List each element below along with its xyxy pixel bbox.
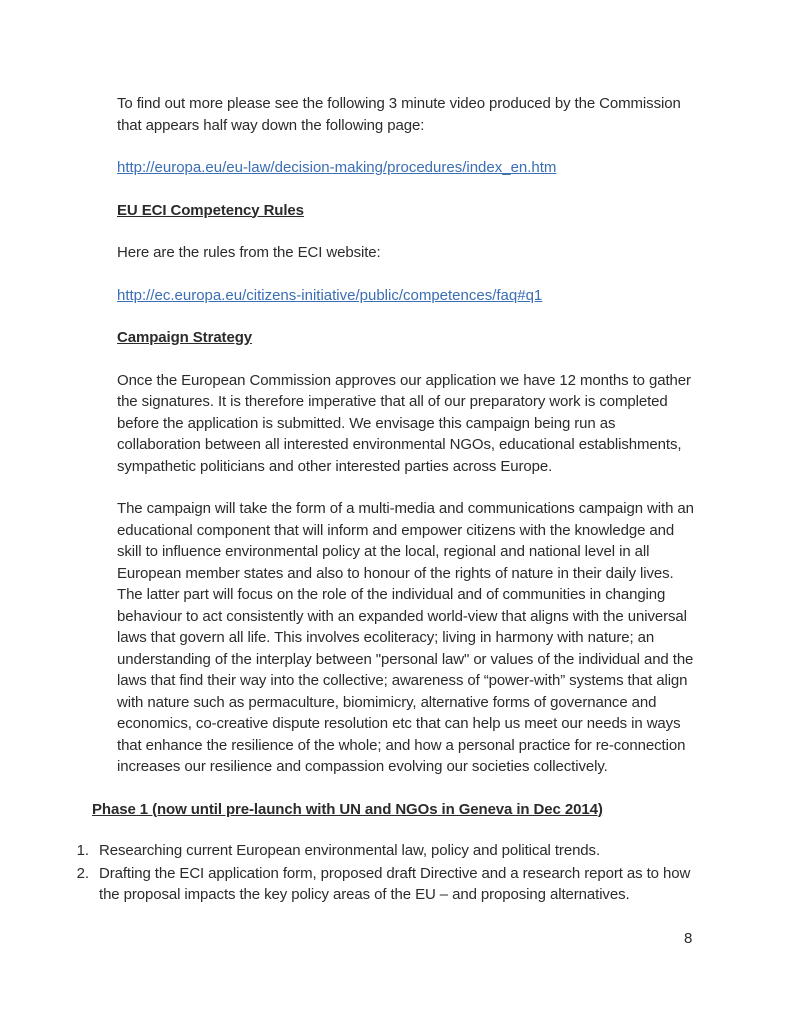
rules-intro-paragraph: Here are the rules from the ECI website: bbox=[117, 244, 381, 261]
phase1-task-list bbox=[70, 840, 702, 906]
campaign-paragraph-2: The campaign will take the form of a multi-media and communications campaign with an educational component that will inform and empower citizens with the knowledge and skill to influence environmental policy at the local, regional and national level in all European member states and also to honour of the rights of nature in their daily lives. The latter part will focus on the role of the individual and of communities in changing behaviour to act consistently with an expanded world-view that aligns with the universal laws that govern all life. This involves ecoliteracy; living in harmony with nature; an understanding of the interplay between "personal law" or values of the individual and the laws that find their way into the collective; awareness of “power-with” systems that align with nature such as permaculture, biomimicry, alternative forms of governance and economics, co-creative dispute resolution etc that can help us meet our needs in ways that enhance the resilience of the whole; and how a personal practice for re-connection increases our resilience and compassion evolving our societies collectively. bbox=[117, 500, 694, 775]
phase1-task-item: 1. Researching current European environmental law, policy and political trends. bbox=[93, 840, 702, 862]
heading-eu-eci-competency-rules: EU ECI Competency Rules bbox=[117, 201, 304, 219]
phase1-task-item: 2. Drafting the ECI application form, proposed draft Directive and a research report as to how the proposal impacts the key policy areas of the EU – and proposing alternatives. bbox=[93, 863, 702, 906]
document-body bbox=[92, 93, 702, 907]
intro-paragraph: To find out more please see the following 3 minute video produced by the Commission that appears half way down the following page: bbox=[117, 95, 681, 134]
heading-campaign-strategy: Campaign Strategy bbox=[117, 329, 252, 346]
video-procedures-link[interactable]: http://europa.eu/eu-law/decision-making/procedures/index_en.htm bbox=[117, 159, 557, 176]
eci-competences-link[interactable]: http://ec.europa.eu/citizens-initiative/public/competences/faq#q1 bbox=[117, 286, 543, 304]
heading-phase-1: Phase 1 (now until pre-launch with UN and NGOs in Geneva in Dec 2014) bbox=[92, 800, 603, 818]
page-number: 8 bbox=[684, 930, 693, 947]
campaign-paragraph-1: Once the European Commission approves our application we have 12 months to gather the signatures. It is therefore imperative that all of our preparatory work is completed before the application is submitted. We envisage this campaign being run as collaboration between all interested environmental NGOs, educational establishments, sympathetic politicians and other interested parties across Europe. bbox=[117, 371, 691, 475]
